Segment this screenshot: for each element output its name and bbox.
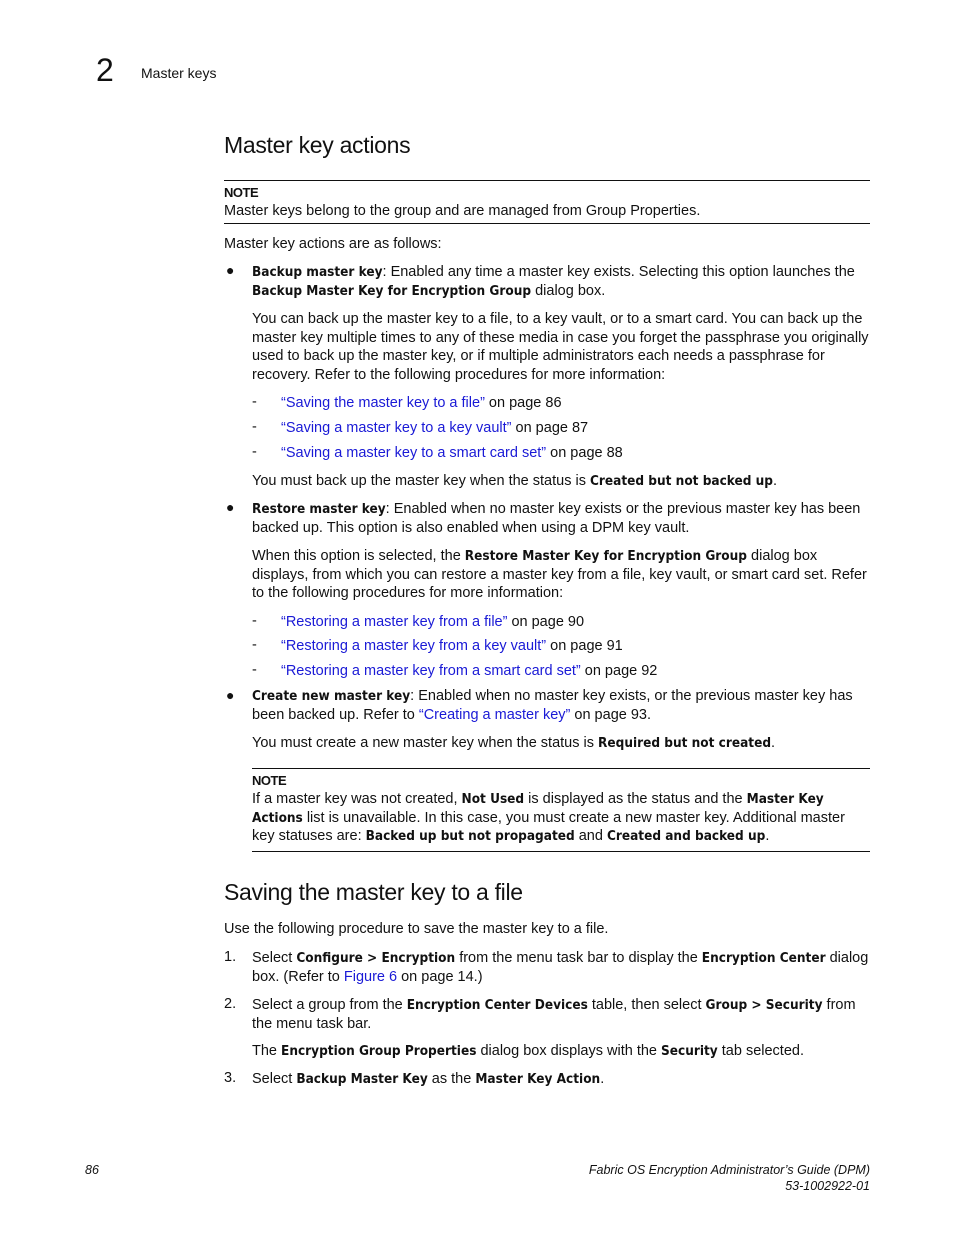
cross-reference-link[interactable]: “Restoring a master key from a file” (281, 614, 508, 630)
term: Create new master key (252, 688, 411, 704)
list-item: Restore master key: Enabled when no master key exists or the previous master key has been backed up. This option is also enabled when using a DPM key vault. (252, 501, 861, 536)
running-header: Master keys (141, 65, 217, 81)
bullet-icon: ● (226, 262, 235, 278)
link-item: “Restoring a master key from a key vault” on page 91 (281, 638, 623, 654)
link-item: “Saving a master key to a key vault” on page 87 (281, 420, 589, 436)
cross-reference-link[interactable]: “Restoring a master key from a key vault” (281, 638, 547, 654)
step-number: 3. (224, 1070, 237, 1086)
term: Restore master key (252, 501, 386, 517)
step-text: Select a group from the Encryption Center Devices table, then select Group > Security from the menu task bar. (252, 997, 856, 1032)
paragraph: When this option is selected, the Restore Master Key for Encryption Group dialog box displays, from which you can restore a master key from a file, key vault, or smart card set. Refer to the following procedures for more information: (252, 548, 867, 601)
dialog-name: Backup Master Key for Encryption Group (252, 282, 532, 299)
link-item: “Saving the master key to a file” on page 86 (281, 395, 562, 411)
step-number: 1. (224, 949, 237, 965)
list-item: Create new master key: Enabled when no master key exists, or the previous master key has been backed up. Refer to “Creating a master key” on page 93. (252, 688, 853, 723)
bullet-icon: ● (226, 499, 235, 515)
intro-text: Master key actions are as follows: (224, 236, 442, 252)
book-title: Fabric OS Encryption Administrator’s Guide (DPM) (588, 1163, 870, 1177)
note-label: NOTE (224, 185, 259, 200)
status-text: You must back up the master key when the status is Created but not backed up. (252, 473, 778, 489)
link-item: “Saving a master key to a smart card set” on page 88 (281, 445, 623, 461)
section-title: Master key actions (224, 132, 411, 158)
section-title: Saving the master key to a file (224, 879, 523, 905)
link-item: “Restoring a master key from a file” on page 90 (281, 614, 585, 630)
cross-reference-link[interactable]: “Saving the master key to a file” (281, 395, 485, 411)
note-box (224, 180, 870, 224)
step-text: Select Backup Master Key as the Master Key Action. (252, 1071, 605, 1087)
figure-link[interactable]: Figure 6 (343, 968, 398, 985)
cross-reference-link[interactable]: “Saving a master key to a smart card set” (281, 445, 547, 461)
chapter-number: 2 (96, 52, 114, 88)
list-item: Backup master key: Enabled any time a master key exists. Selecting this option launches the Backup Master Key for Encryption Group dialog box. (252, 264, 855, 299)
note-text: Master keys belong to the group and are managed from Group Properties. (224, 203, 701, 219)
intro-text: Use the following procedure to save the master key to a file. (224, 921, 609, 937)
cross-reference-link[interactable]: “Creating a master key” (418, 706, 571, 723)
note-label: NOTE (252, 773, 287, 788)
document-number: 53-1002922-01 (785, 1179, 870, 1193)
status-text: You must create a new master key when the status is Required but not created. (252, 735, 776, 751)
page-number: 86 (85, 1163, 99, 1177)
link-item: “Restoring a master key from a smart card set” on page 92 (281, 663, 658, 679)
step-text: Select Configure > Encryption from the menu task bar to display the Encryption Center dialog box. (Refer to Figure 6 on page 14.) (252, 950, 869, 985)
step-subtext: The Encryption Group Properties dialog box displays with the Security tab selected. (252, 1043, 804, 1059)
bullet-icon: ● (226, 687, 235, 703)
step-number: 2. (224, 996, 237, 1012)
cross-reference-link[interactable]: “Restoring a master key from a smart card set” (281, 663, 581, 679)
note-text: If a master key was not created, Not Used is displayed as the status and the Master Key Actions list is unavailable. In this case, you must create a new master key. Additional master key statuses are: Backed up but not propagated and Created and backed up. (252, 791, 845, 844)
paragraph: You can back up the master key to a file, to a key vault, or to a smart card. You can back up the master key multiple times to any of these media in case you forget the passphrase you originally used to back up the master key, or if multiple administrators each needs a passphrase for recovery. Refer to the following procedures for more information: (252, 311, 869, 383)
cross-reference-link[interactable]: “Saving a master key to a key vault” (281, 420, 512, 436)
note-box (252, 768, 870, 852)
term: Backup master key (252, 264, 383, 280)
